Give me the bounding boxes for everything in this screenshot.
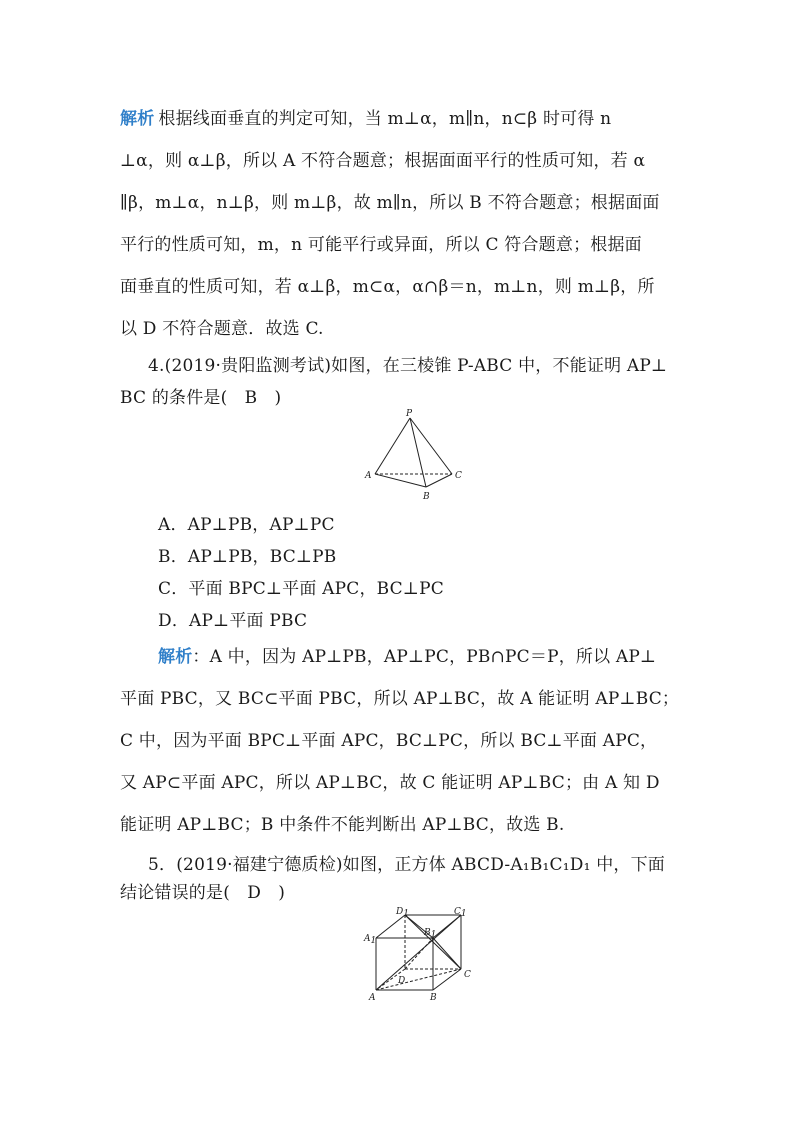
label-b1: B1 [424,928,437,940]
q3-analysis-text: 根据线面垂直的判定可知，当 m⊥α，m∥n，n⊂β 时可得 n [158,109,612,129]
q4-analysis-line-5: 能证明 AP⊥BC；B 中条件不能判断出 AP⊥BC，故选 B. [120,815,565,835]
tetrahedron-figure [362,408,472,503]
q4-option-b: B．AP⊥PB，BC⊥PB [158,547,337,567]
q5-stem-line-1: 5．(2019·福建宁德质检)如图，正方体 ABCD-A₁B₁C₁D₁ 中，下面 [148,855,666,875]
q4-option-c: C．平面 BPC⊥平面 APC，BC⊥PC [158,579,444,599]
q4-option-a: A．AP⊥PB，AP⊥PC [158,515,335,535]
q4-stem-line-2: BC 的条件是( B ) [120,388,282,408]
q4-analysis-line-3: C 中，因为平面 BPC⊥平面 APC，BC⊥PC，所以 BC⊥平面 APC， [120,731,658,751]
label-d: D [398,976,406,986]
label-c: C [455,471,462,481]
q3-analysis-line-3: ∥β，m⊥α，n⊥β，则 m⊥β，故 m∥n，所以 B 不符合题意；根据面面 [120,193,660,213]
label-b: B [430,993,437,1003]
q4-analysis-line-4: 又 AP⊂平面 APC，所以 AP⊥BC，故 C 能证明 AP⊥BC；由 A 知 D [120,773,660,793]
label-a1: A1 [364,934,377,946]
q4-analysis-line-1 [158,642,678,667]
q3-analysis-line-2: ⊥α，则 α⊥β，所以 A 不符合题意；根据面面平行的性质可知，若 α [120,151,646,171]
q3-analysis-line-4: 平行的性质可知，m，n 可能平行或异面，所以 C 符合题意；根据面 [120,235,642,255]
label-b: B [423,492,430,502]
label-a: A [365,471,372,481]
q4-stem-line-1: 4.(2019·贵阳监测考试)如图，在三棱锥 P-ABC 中，不能证明 AP⊥ [148,356,668,376]
label-a: A [369,993,376,1003]
cube-figure [360,905,475,1005]
label-c: C [464,970,471,980]
label-p: P [406,409,413,419]
label-c1: C1 [454,907,467,919]
q4-analysis-line-2: 平面 PBC，又 BC⊂平面 PBC，所以 AP⊥BC，故 A 能证明 AP⊥BC； [120,689,680,709]
q4-analysis-text: ：A 中，因为 AP⊥PB，AP⊥PC，PB∩PC＝P，所以 AP⊥ [192,647,657,667]
q4-option-d: D．AP⊥平面 PBC [158,611,308,631]
analysis-keyword: 解析 [158,647,193,667]
q3-analysis-line-6: 以 D 不符合题意．故选 C. [120,319,324,339]
label-d1: D1 [396,907,409,919]
q3-analysis-line-1 [120,104,680,129]
q3-analysis-line-5: 面垂直的性质可知，若 α⊥β，m⊂α，α∩β＝n，m⊥n，则 m⊥β，所 [120,277,655,297]
q5-stem-line-2: 结论错误的是( D ) [120,883,286,903]
analysis-keyword: 解析 [120,109,155,129]
